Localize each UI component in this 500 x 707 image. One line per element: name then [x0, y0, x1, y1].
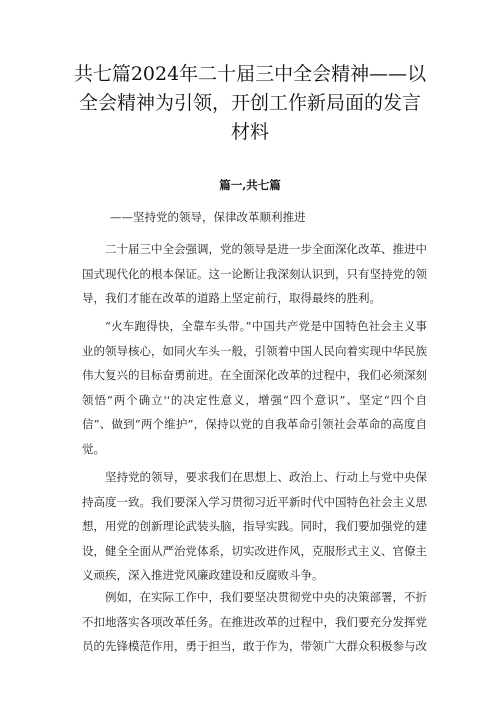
paragraph-1: 二十届三中全会强调，党的领导是进一步全面深化改革、推进中国式现代化的根本保证。这一论断让我深刻认识到，只有坚持党的领导，我们才能在改革的道路上坚定前行，取得最终的胜利。 [82, 242, 427, 306]
paragraph-2: “火车跑得快，全靠车头带。”中国共产党是中国特色社会主义事业的领导核心，如同火车头一般，引领着中国人民向着实现中华民族伟大复兴的目标奋勇前进。在全面深化改革的过程中，我们必须深刻领悟“两个确立''的决定性意义，增强“四个意识”、坚定“四个自信”、做到“两个维护”，保持以党的自我革命引领社会革命的高度自觉。 [82, 319, 427, 456]
paragraph-4: 例如，在实际工作中，我们要坚决贯彻党中央的决策部署，不折不扣地落实各项改革任务。在推进改革的过程中，我们要充分发挥党员的先锋模范作用，勇于担当，敢于作为，带领广大群众积极参与改 [82, 590, 427, 654]
document-title: 共七篇2024年二十届三中全会精神——以全会精神为引领，开创工作新局面的发言材料 [73, 63, 427, 143]
section-heading: 篇一,共七篇 [219, 178, 281, 192]
paragraph-3: 坚持党的领导，要求我们在思想上、政治上、行动上与党中央保持高度一致。我们要深入学习贯彻习近平新时代中国特色社会主义思想，用党的创新理论武装头脑，指导实践。同时，我们要加强党的建设，健全全面从严治党体系，切实改进作风，克服形式主义、官僚主义顽疾，深入推进党风廉政建设和反腐败斗争。 [82, 470, 427, 583]
section-subtitle: ——坚持党的领导，保律改革顺利推进 [110, 210, 306, 224]
